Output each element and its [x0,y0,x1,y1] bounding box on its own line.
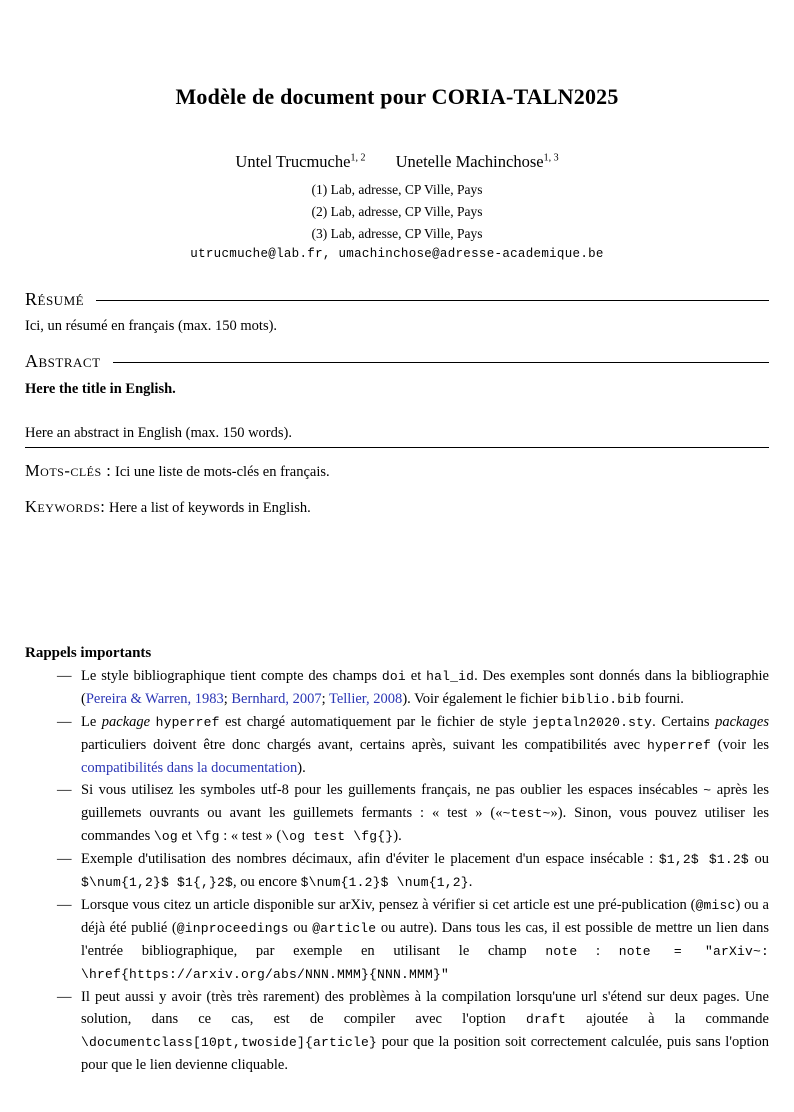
text-segment: jeptaln2020.sty [532,715,653,730]
rappel-list-item [25,848,769,894]
text-segment: ou autre). Dans tous les cas, il est possible de mettre un lien dans l'entrée bibliographique, par exemple en utilisant le champ [81,920,770,959]
text-segment: ~ [703,783,712,798]
text-segment: fourni. [641,691,684,707]
affiliation-line-3: (3) Lab, adresse, CP Ville, Pays [311,226,483,241]
text-segment: . Certains [652,714,716,730]
rappels-heading: Rappels importants [25,645,152,661]
list-item-dash: — [57,782,72,798]
text-segment: »). Sinon, vous pouvez utiliser les commandes [81,805,769,844]
text-segment: . Des exemples sont donnés dans la bibliographie ( [81,668,769,707]
text-segment: \og [153,829,178,844]
text-segment: et [405,668,427,684]
text-segment: ou [288,920,313,936]
author-1 [235,152,365,171]
text-segment: ajoutée à la commande [565,1011,769,1027]
text-segment: ~test~ [502,806,551,821]
page-title: Modèle de document pour CORIA-TALN2025 [175,84,619,109]
motscles-text: Ici une liste de mots-clés en français. [115,464,330,480]
keywords-label: Keywords: [25,497,106,516]
author-2-affiliation-sup: 1, 3 [543,152,559,164]
motscles-label: Mots-clés : [25,461,112,480]
keywords-text: Here a list of keywords in English. [108,500,311,516]
text-segment: ou [748,851,770,867]
affiliation-line-2: (2) Lab, adresse, CP Ville, Pays [311,204,483,219]
text-segment: : « test » ( [219,828,282,844]
text-segment: $\num{1,2}$ $1{,}2$ [81,875,234,890]
text-segment: \documentclass[10pt,twoside]{article} [81,1035,378,1050]
text-segment: note [545,944,578,959]
text-segment: ). [393,828,402,844]
text-segment: \fg [195,829,220,844]
text-segment: @article [312,921,377,936]
resume-text: Ici, un résumé en français (max. 150 mots). [25,318,278,334]
list-item-text [81,665,769,711]
text-segment: @misc [695,898,736,913]
resume-label: Résumé [25,289,85,309]
text-segment: ) ou a déjà été publié ( [81,897,769,936]
motscles-line [25,459,769,484]
citation-link-bernhard[interactable]: Bernhard, 2007 [231,691,322,707]
text-segment: ). Voir également le fichier [402,691,562,707]
author-2 [396,152,559,171]
text-segment: Lorsque vous citez un article disponible sur arXiv, pensez à vérifier si cet article est une pré-publication ( [81,897,696,913]
author-1-affiliation-sup: 1, 2 [350,152,366,164]
rappels-list [25,665,769,1076]
resume-rule [96,300,769,301]
resume-section-header [25,289,769,309]
text-segment: est chargé automatiquement par le fichier de style [219,714,533,730]
text-segment: particuliers doivent être donc chargés avant, certains après, suivant les compatibilités avec [81,737,647,753]
text-segment: $\num{1.2}$ \num{1,2} [300,875,469,890]
list-item-text [81,711,769,779]
rappel-list-item [25,986,769,1076]
affiliation-line-1: (1) Lab, adresse, CP Ville, Pays [311,182,483,197]
text-segment: hal_id [426,669,475,684]
list-item-text [81,779,769,848]
text-segment: et [177,828,196,844]
author-2-name: Unetelle Machinchose [395,152,544,171]
rappel-list-item [25,711,769,779]
rappel-list-item [25,779,769,848]
text-segment: draft [525,1012,566,1027]
abstract-section-header [25,351,769,371]
text-segment: \og test \fg{} [281,829,394,844]
text-segment: packages [715,714,770,730]
text-segment: Il peut aussi y avoir (très très rarement) des problèmes à la compilation lorsqu'une url s'étend sur deux pages. Une solution, dans ce cas, est de compiler avec l'option [81,989,769,1027]
rappel-list-item [25,665,769,711]
list-item-dash: — [57,668,72,684]
text-segment: , ou encore [233,874,301,890]
list-item-dash: — [57,714,72,730]
text-segment: pour que la position soit correctement calculée, puis sans l'option pour que le lien devienne cliquable. [81,1034,769,1073]
authors-line [25,152,769,172]
citation-link-tellier[interactable]: Tellier, 2008 [329,691,403,707]
list-item-text [81,986,769,1076]
citation-link-pereira-warren[interactable]: Pereira & Warren, 1983 [85,691,224,707]
abstract-text: Here an abstract in English (max. 150 words). [25,422,769,448]
author-emails: utrucmuche@lab.fr, umachinchose@adresse-academique.be [190,247,604,261]
text-segment: $1,2$ $1.2$ [658,852,749,867]
text-segment: Exemple d'utilisation des nombres décimaux, afin d'éviter le placement d'un espace insécable : [81,851,659,867]
text-segment: : [577,943,619,959]
text-segment: . [468,874,473,890]
text-segment: ). [297,760,306,776]
list-item-dash: — [57,989,72,1005]
text-segment: ; [321,691,329,707]
keywords-line [25,495,769,520]
text-segment: biblio.bib [561,692,642,707]
affiliations-block [25,179,769,245]
text-segment: Si vous utilisez les symboles utf-8 pour les guillements français, ne pas oublier les espaces insécables [81,782,704,798]
text-segment: @inproceedings [176,921,289,936]
text-segment: note = "arXiv~: \href{https://arxiv.org/abs/NNN.MMM}{NNN.MMM}" [81,944,769,982]
list-item-dash: — [57,851,72,867]
author-1-name: Untel Trucmuche [235,152,351,171]
list-item-text [81,848,769,894]
abstract-rule [113,362,769,363]
text-segment: doi [381,669,406,684]
text-segment: hyperref [155,715,220,730]
rappel-list-item [25,894,769,986]
abstract-label: Abstract [25,351,101,371]
text-segment: ; [223,691,232,707]
text-segment: après les guillemets ouvrants ou avant les guillemets fermants : « test » (« [81,782,769,821]
list-item-dash: — [57,897,72,913]
abstract-english-title: Here the title in English. [25,381,176,397]
list-item-text [81,894,769,986]
text-segment: Le [81,714,102,730]
text-segment: Le style bibliographique tient compte des champs [81,668,382,684]
documentation-link[interactable]: compatibilités dans la documentation [81,760,298,776]
text-segment: package [101,714,151,730]
text-segment: hyperref [646,738,711,753]
text-segment: (voir les [710,737,769,753]
